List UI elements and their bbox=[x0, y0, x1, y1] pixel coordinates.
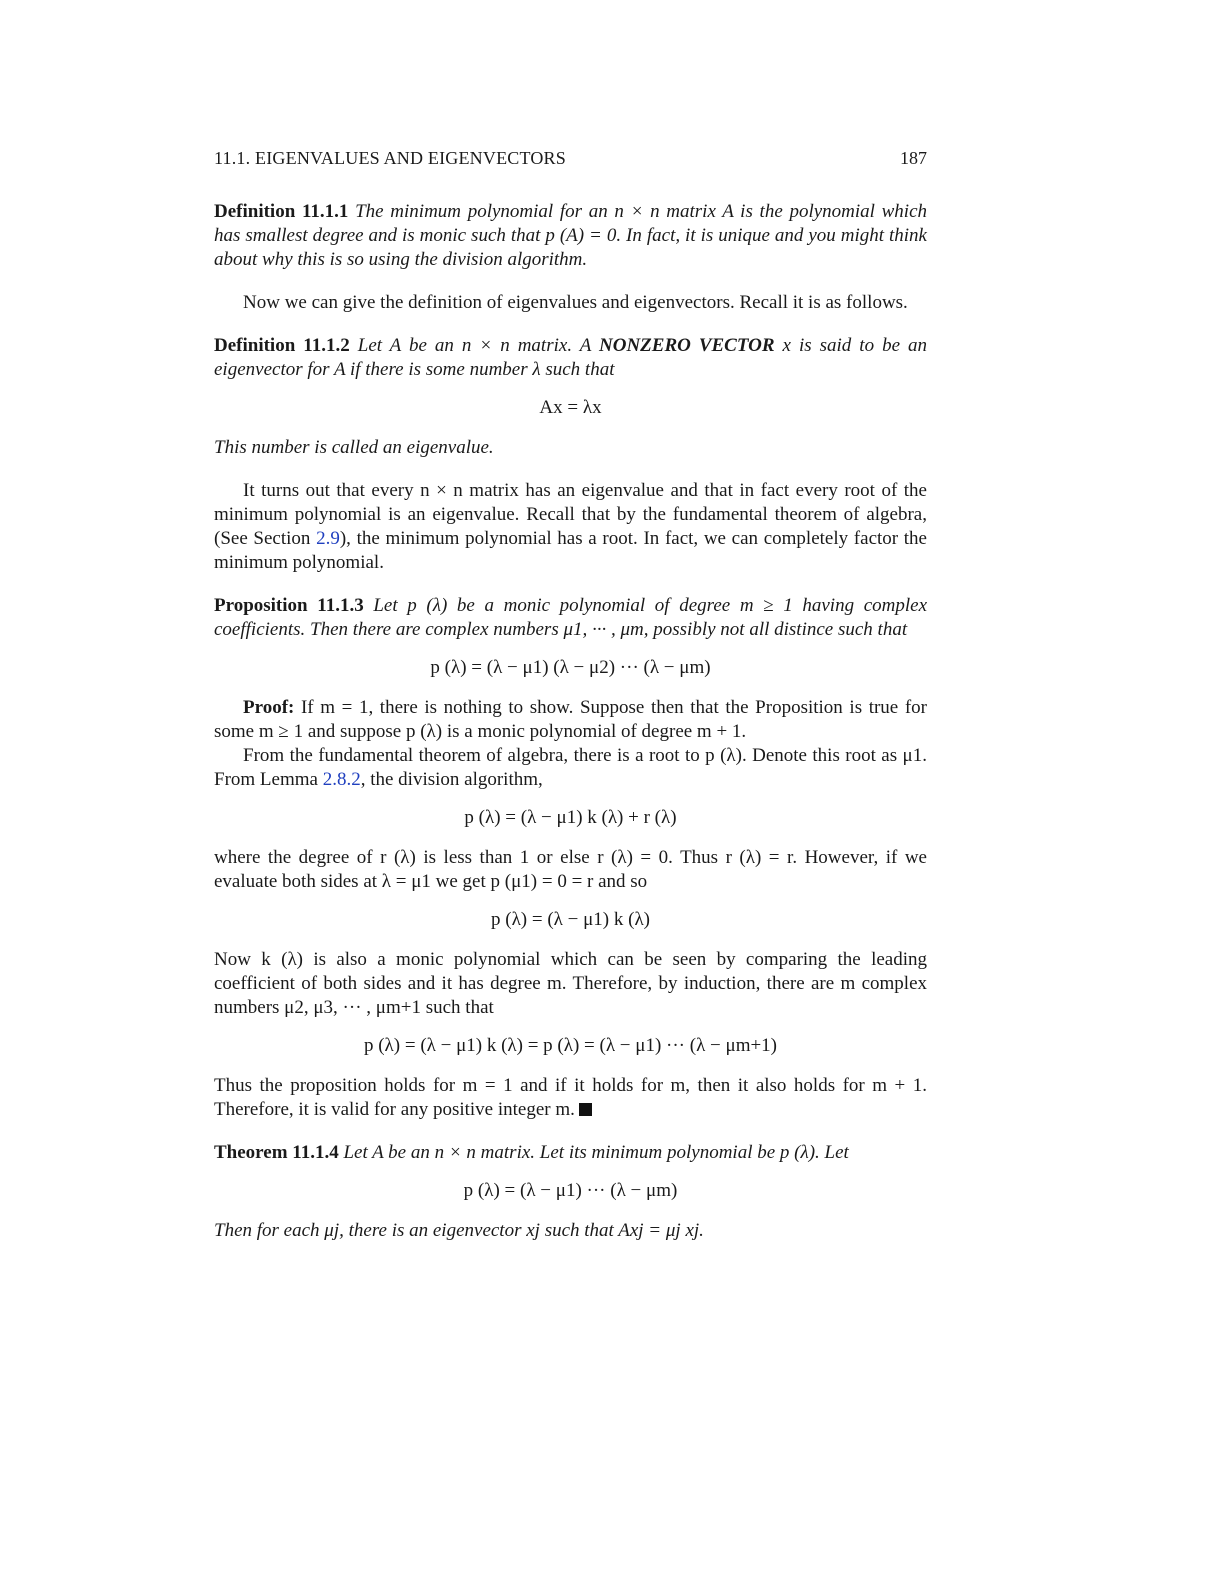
definition-label: Definition 11.1.2 bbox=[214, 335, 350, 356]
division-equation: p (λ) = (λ − μ1) k (λ) + r (λ) bbox=[464, 807, 677, 828]
proof-paragraph-3: where the degree of r (λ) is less than 1 or else r (λ) = 0. Thus r (λ) = r. However, if we evaluate both sides at λ = μ1 we get p (μ1) = 0 = r and so bbox=[214, 847, 927, 892]
induction-equation: p (λ) = (λ − μ1) k (λ) = p (λ) = (λ − μ1) ··· (λ − μm+1) bbox=[363, 1035, 778, 1056]
page bbox=[214, 146, 927, 1243]
paragraph-text: It turns out that every n × n matrix has an eigenvalue and that in fact every root of the minimum polynomial is an eigenvalue. Recall that by the fundamental theorem of algebra, (See Section bbox=[214, 480, 927, 549]
emphasis-nonzero-vector: NONZERO VECTOR bbox=[599, 335, 775, 356]
proof-paragraph-4: Now k (λ) is also a monic polynomial which can be seen by comparing the leading coefficient of both sides and it has degree m. Therefore, by induction, there are m complex numbers μ2, μ3, ··· , μm+1 such that bbox=[214, 949, 927, 1018]
page-number: 187 bbox=[900, 148, 927, 168]
proposition-label: Proposition 11.1.3 bbox=[214, 595, 364, 616]
theorem-equation: p (λ) = (λ − μ1) ··· (λ − μm) bbox=[463, 1180, 678, 1201]
proof-paragraph-2 bbox=[214, 744, 927, 792]
theorem-11-1-4 bbox=[214, 1141, 927, 1165]
definition-label: Definition 11.1.1 bbox=[214, 201, 349, 222]
proof-text: Thus the proposition holds for m = 1 and if it holds for m, then it also holds for m + 1. Therefore, it is valid for any positive integer m. bbox=[214, 1075, 927, 1120]
proof-label: Proof: bbox=[243, 697, 295, 718]
proof-text: , the division algorithm, bbox=[360, 769, 543, 790]
intro-paragraph: Now we can give the definition of eigenvalues and eigenvectors. Recall it is as follows. bbox=[243, 292, 908, 313]
theorem-conclusion: Then for each μj, there is an eigenvector xj such that Axj = μj xj. bbox=[214, 1220, 704, 1241]
eigen-equation: Ax = λx bbox=[539, 397, 602, 418]
proof-text: If m = 1, there is nothing to show. Suppose then that the Proposition is true for some m ≥ 1 and suppose p (λ) is a monic polynomial of degree m + 1. bbox=[214, 697, 927, 742]
proposition-11-1-3 bbox=[214, 594, 927, 642]
lemma-link[interactable]: 2.8.2 bbox=[322, 769, 361, 790]
reduced-equation: p (λ) = (λ − μ1) k (λ) bbox=[491, 909, 650, 930]
definition-text: The minimum polynomial for an n × n matrix A is the polynomial which has smallest degree and is monic such that p (A) = 0. In fact, it is unique and you might think about why this is so using the division algorithm. bbox=[214, 201, 927, 270]
theorem-label: Theorem 11.1.4 bbox=[214, 1142, 339, 1163]
running-header bbox=[214, 146, 927, 170]
theorem-text: Let A be an n × n matrix. Let its minimum polynomial be p (λ). Let bbox=[343, 1142, 849, 1163]
proof-text: From the fundamental theorem of algebra, there is a root to p (λ). Denote this root as μ1. From Lemma bbox=[214, 745, 927, 790]
proof-paragraph-5 bbox=[214, 1074, 927, 1122]
section-link[interactable]: 2.9 bbox=[316, 528, 340, 549]
definition-text-part: x is said to be an eigenvector for A if there is some number λ such that bbox=[214, 335, 928, 380]
paragraph-text: ), the minimum polynomial has a root. In fact, we can completely factor the minimum polynomial. bbox=[214, 528, 927, 573]
paragraph-eigenvalue-existence bbox=[214, 479, 927, 575]
definition-text-part: Let A be an n × n matrix. A bbox=[357, 335, 599, 356]
definition-11-1-1 bbox=[214, 200, 927, 272]
definition-11-1-2 bbox=[214, 334, 927, 382]
qed-square-icon bbox=[579, 1103, 592, 1116]
proposition-text: Let p (λ) be a monic polynomial of degree m ≥ 1 having complex coefficients. Then there are complex numbers μ1, ··· , μm, possibly not all distince such that bbox=[214, 595, 928, 640]
eigenvalue-sentence: This number is called an eigenvalue. bbox=[214, 437, 494, 458]
proof-paragraph-1 bbox=[214, 696, 927, 744]
section-title: 11.1. EIGENVALUES AND EIGENVECTORS bbox=[214, 148, 566, 168]
factorization-equation: p (λ) = (λ − μ1) (λ − μ2) ··· (λ − μm) bbox=[430, 657, 711, 678]
